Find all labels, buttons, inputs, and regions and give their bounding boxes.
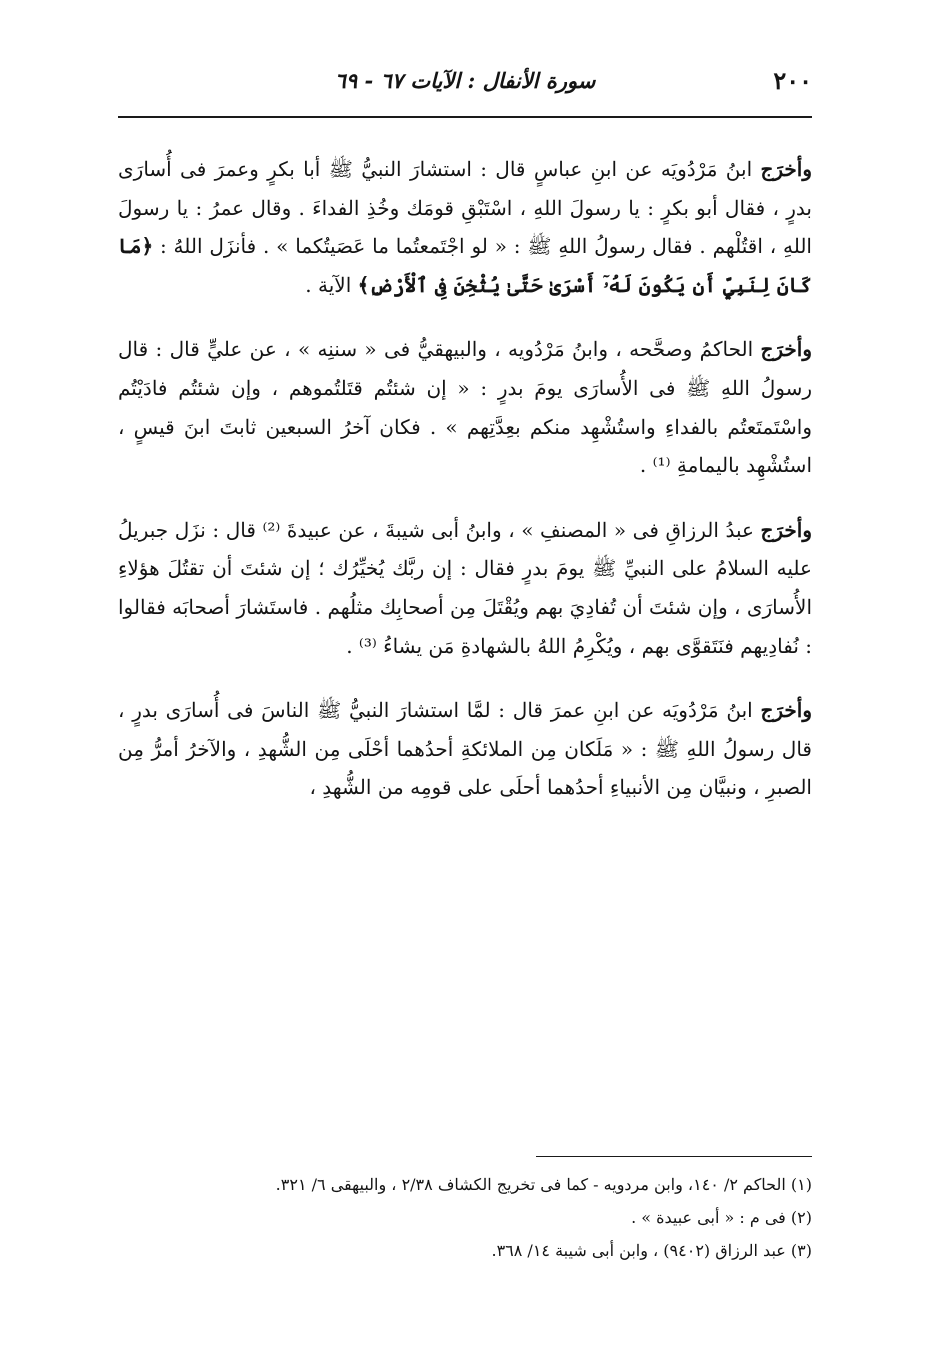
page-number: ٢٠٠ — [773, 66, 812, 95]
footnote-rule — [536, 1156, 812, 1157]
paragraph-tail: الآية . — [305, 272, 358, 297]
paragraph-lead: وأخرَج — [760, 517, 813, 542]
book-page — [118, 64, 812, 1264]
page-body — [118, 150, 812, 833]
paragraph-text: ابنُ مَرْدُويَه عن ابنِ عمرَ قال : لمَّا استشارَ النبيُّ ﷺ الناسَ فى أُسارَى بدرٍ ، قال رسولُ اللهِ ﷺ : « مَلَكان مِن الملائكةِ أحدُهما أحْلَى مِن الشُّهدِ ، والآخرُ أمرُّ مِن الصبرِ ، ونبيَّان مِن الأنبياءِ أحدُهما أحلَى على قومِه من الشُّهدِ ، — [118, 698, 812, 800]
paragraph-2 — [118, 330, 812, 484]
paragraph-lead: وأخرَج — [760, 698, 812, 723]
paragraph-lead: وأخرَج — [760, 337, 812, 362]
paragraph-text: الحاكمُ وصحَّحه ، وابنُ مَرْدُويه ، والبيهقيُّ فى « سننِه » ، عن عليٍّ قال : قال رسولُ اللهِ ﷺ فى الأُسارَى يومَ بدرٍ : « إن شئتُم قتَلتُموهم ، وإن شئتُم فادَيْتُم واسْتَمتَعتُم بالفداءِ واستُشْهِد منكم بعِدَّتِهم » . فكان آخرُ السبعين ثابتَ ابنَ قيسٍ ، استُشْهِد باليمامةِ ⁽¹⁾ . — [118, 337, 812, 478]
paragraph-text: ابنُ مَرْدُويَه عن ابنِ عباسٍ قال : استشارَ النبيُّ ﷺ أبا بكرٍ وعمرَ فى أُسارَى بدرٍ ، فقال أبو بكرٍ : يا رسولَ اللهِ ، اسْتَبْقِ قومَك وخُذِ الفداءَ . وقال عمرُ : يا رسولَ اللهِ ، اقتُلْهم . فقال رسولُ اللهِ ﷺ : « لو اجْتَمعتُما ما عَصَيتُكما » . فأنزَل اللهُ : — [118, 157, 812, 259]
paragraph-1 — [118, 150, 812, 304]
paragraph-4 — [118, 691, 812, 807]
header-rule — [118, 116, 812, 118]
footnotes — [118, 1168, 812, 1267]
quran-verse: ﴿مَا كَانَ لِنَبِيٍّ أَن يَكُونَ لَهُۥٓ أَسْرَىٰ حَتَّىٰ يُثْخِنَ فِى ٱلْأَرْضِ﴾ — [118, 234, 812, 297]
paragraph-text: عبدُ الرزاقِ فى « المصنفِ » ، وابنُ أبى شيبةَ ، عن عبيدةَ ⁽²⁾ قال : نزَل جبريلُ عليه السلامُ على النبيِّ ﷺ يومَ بدرٍ فقال : إن ربَّك يُخيِّرُك ؛ إن شئتَ أن تقتُلَ هؤلاءِ الأُسارَى ، وإن شئتَ أن تُفادِيَ بهم ويُقْتَلَ مِن أصحابِك مثلُهم . فاستَشارَ أصحابَه فقالوا : نُفادِيهم فنَتَقوَّى بهم ، ويُكْرِمُ اللهُ بالشهادةِ مَن يشاءُ ⁽³⁾ . — [118, 517, 812, 658]
footnote-3: (٣) عبد الرزاق (٩٤٠٢) ، وابن أبى شيبة ١٤/ ٣٦٨. — [491, 1241, 812, 1260]
footnote-1: (١) الحاكم ٢/ ١٤٠، وابن مردويه - كما فى تخريج الكشاف ٢/٣٨ ، والبيهقى ٦/ ٣٢١. — [275, 1175, 812, 1194]
paragraph-3 — [118, 511, 812, 665]
running-title: سورة الأنفال : الآيات ٦٧ - ٦٩ — [334, 68, 596, 93]
paragraph-lead: وأخرَج — [760, 157, 812, 181]
page-header — [118, 64, 812, 110]
footnote-2: (٢) فى م : « أبى عبيدة » . — [631, 1208, 812, 1227]
